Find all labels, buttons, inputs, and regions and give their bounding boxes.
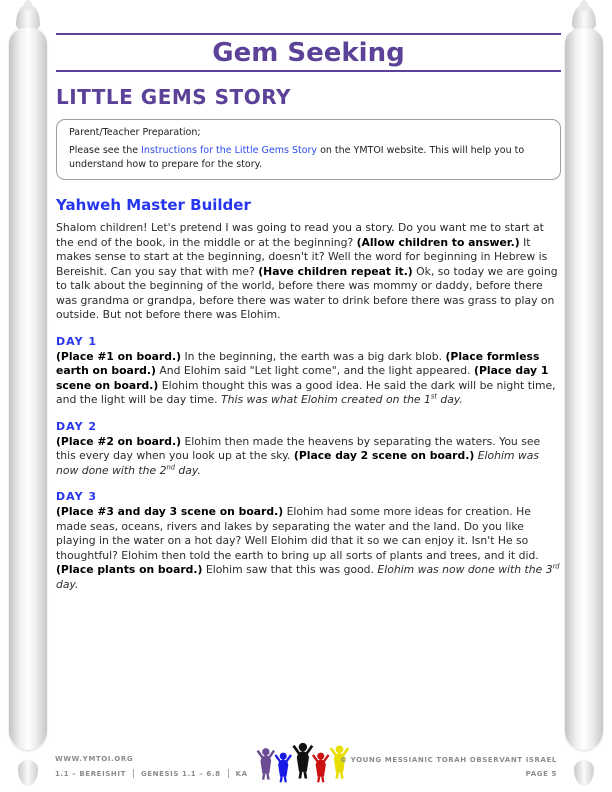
dancer-figure-blue [275,753,292,783]
day-3-label: DAY 3 [56,490,98,503]
dancer-figure-red [312,753,329,783]
footer-copyright: © YOUNG MESSIANIC TORAH OBSERVANT ISRAEL [340,756,557,764]
scroll-knob-top-icon [16,4,40,30]
day-3-paragraph: (Place #3 and day 3 scene on board.) Elohim had some more ideas for creation. He made seas, oceans, rivers and lakes by separating the water and the land. Do you like playing in the water on a hot day? Well Elohim did that it so we can enjoy it. Isn't He so thoughtful? Elohim then told the earth to bring up all sorts of plants and trees, and it did. (Place plants on board.) Elohim saw that this was good. Elohim was now done with the 3rd day. [56,505,560,591]
footer-divider [228,769,229,778]
story-heading: Yahweh Master Builder [56,196,251,214]
scroll-knob-top-icon [572,4,596,30]
dancer-figure-purple [257,748,275,779]
preparation-box [56,119,561,180]
scroll-knob-bottom-icon [574,760,594,786]
scroll-shaft [565,28,603,750]
prep-box-body: Please see the Instructions for the Little Gems Story on the YMTOI website. This will help you to understand how to prepare for the story. [69,145,525,170]
scroll-shaft [9,28,47,750]
day-2-section [56,420,561,479]
little-gems-instructions-link[interactable]: Instructions for the Little Gems Story [141,145,318,156]
dancer-figure-black [292,743,313,779]
footer-divider [133,769,134,778]
title-rule-bottom [56,70,561,72]
footer-page-number: PAGE 5 [525,770,557,778]
page-title: Gem Seeking [212,38,405,68]
footer-lesson-id: 1.1 – BEREISHIT [55,770,126,778]
title-rule-top [56,33,561,35]
day-2-label: DAY 2 [56,419,98,433]
day-2-paragraph: (Place #2 on board.) Elohim then made the heavens by separating the waters. You see this every day when you look up at the sky. (Place day 2 scene on board.) Elohim was now done with the 2nd day. [56,434,541,477]
footer-right [340,756,557,778]
day-3-section [56,490,561,592]
prep-box-heading: Parent/Teacher Preparation; [69,127,201,138]
footer-scripture-ref: GENESIS 1.1 – 6.8 [140,770,221,778]
story-intro-paragraph: Shalom children! Let's pretend I was going to read you a story. Do you want me to start at the end of the book, in the middle or at the beginning? (Allow children to answer.) It makes sense to start at the beginning, doesn't it? Well the word for beginning in Hebrew is Bereishit. Can you say that with me? (Have children repeat it.) Ok, so today we are going to talk about the beginning of the world, before there was mommy or daddy, before there was grandma or grandpa, before there was water to drink before there was grass to play on outside. But not before there was Elohim. [56,221,558,321]
page-footer [55,742,557,782]
day-1-section [56,335,561,408]
footer-left [55,755,248,778]
footer-level-code: KA [235,770,248,778]
day-1-paragraph: (Place #1 on board.) In the beginning, the earth was a big dark blob. (Place formless earth on board.) And Elohim said "Let light come", and the light appeared. (Place day 1 scene on board.) Elohim thought this was a good idea. He said the dark will be night time, and the light will be day time. This was what Elohim created on the 1st day. [56,349,556,406]
section-title: LITTLE GEMS STORY [56,85,291,109]
day-1-label: DAY 1 [56,334,98,348]
scroll-roller-right [563,0,605,792]
footer-lesson-info [55,769,248,778]
footer-website: WWW.YMTOI.ORG [55,755,134,763]
scroll-knob-bottom-icon [18,760,38,786]
page-content [56,0,561,592]
scroll-roller-left [7,0,49,792]
